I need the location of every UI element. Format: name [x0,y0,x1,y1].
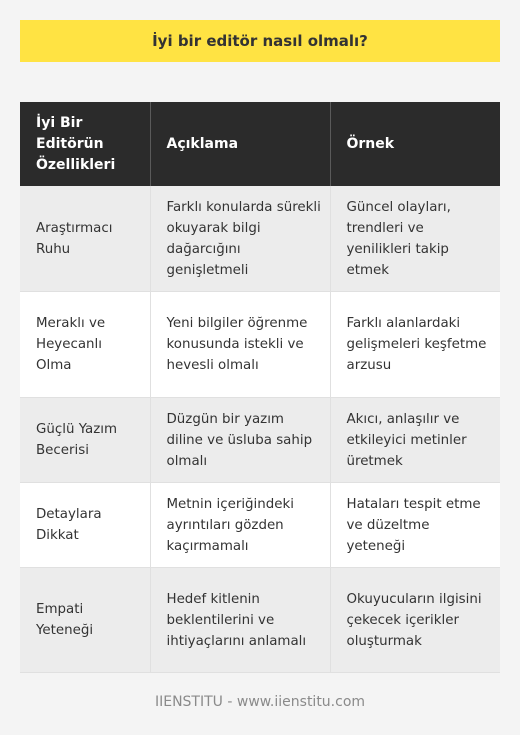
table-row [20,568,500,673]
features-table [20,102,500,673]
feature-cell: Güçlü Yazım Becerisi [20,398,150,483]
feature-cell: Empati Yeteneği [20,568,150,673]
example-cell: Güncel olayları, trendleri ve yenilikleri takip etmek [330,186,500,292]
column-header-description: Açıklama [150,102,330,186]
table-row [20,186,500,292]
table-row [20,292,500,398]
column-header-features: İyi Bir Editörün Özellikleri [20,102,150,186]
description-cell: Metnin içeriğindeki ayrıntıları gözden kaçırmamalı [150,483,330,568]
description-cell: Düzgün bir yazım diline ve üsluba sahip olmalı [150,398,330,483]
feature-cell: Detaylara Dikkat [20,483,150,568]
footer-credit: IIENSTITU - www.iienstitu.com [154,694,366,710]
description-cell: Yeni bilgiler öğrenme konusunda istekli ve hevesli olmalı [150,292,330,398]
column-header-example: Örnek [330,102,500,186]
table-row [20,483,500,568]
example-cell: Okuyucuların ilgisini çekecek içerikler oluşturmak [330,568,500,673]
example-cell: Akıcı, anlaşılır ve etkileyici metinler üretmek [330,398,500,483]
table-row [20,398,500,483]
description-cell: Farklı konularda sürekli okuyarak bilgi dağarcığını genişletmeli [150,186,330,292]
example-cell: Hataları tespit etme ve düzeltme yeteneği [330,483,500,568]
example-cell: Farklı alanlardaki gelişmeleri keşfetme arzusu [330,292,500,398]
feature-cell: Araştırmacı Ruhu [20,186,150,292]
table-header-row [20,102,500,186]
feature-cell: Meraklı ve Heyecanlı Olma [20,292,150,398]
description-cell: Hedef kitlenin beklentilerini ve ihtiyaçlarını anlamalı [150,568,330,673]
page-title: İyi bir editör nasıl olmalı? [20,20,500,62]
